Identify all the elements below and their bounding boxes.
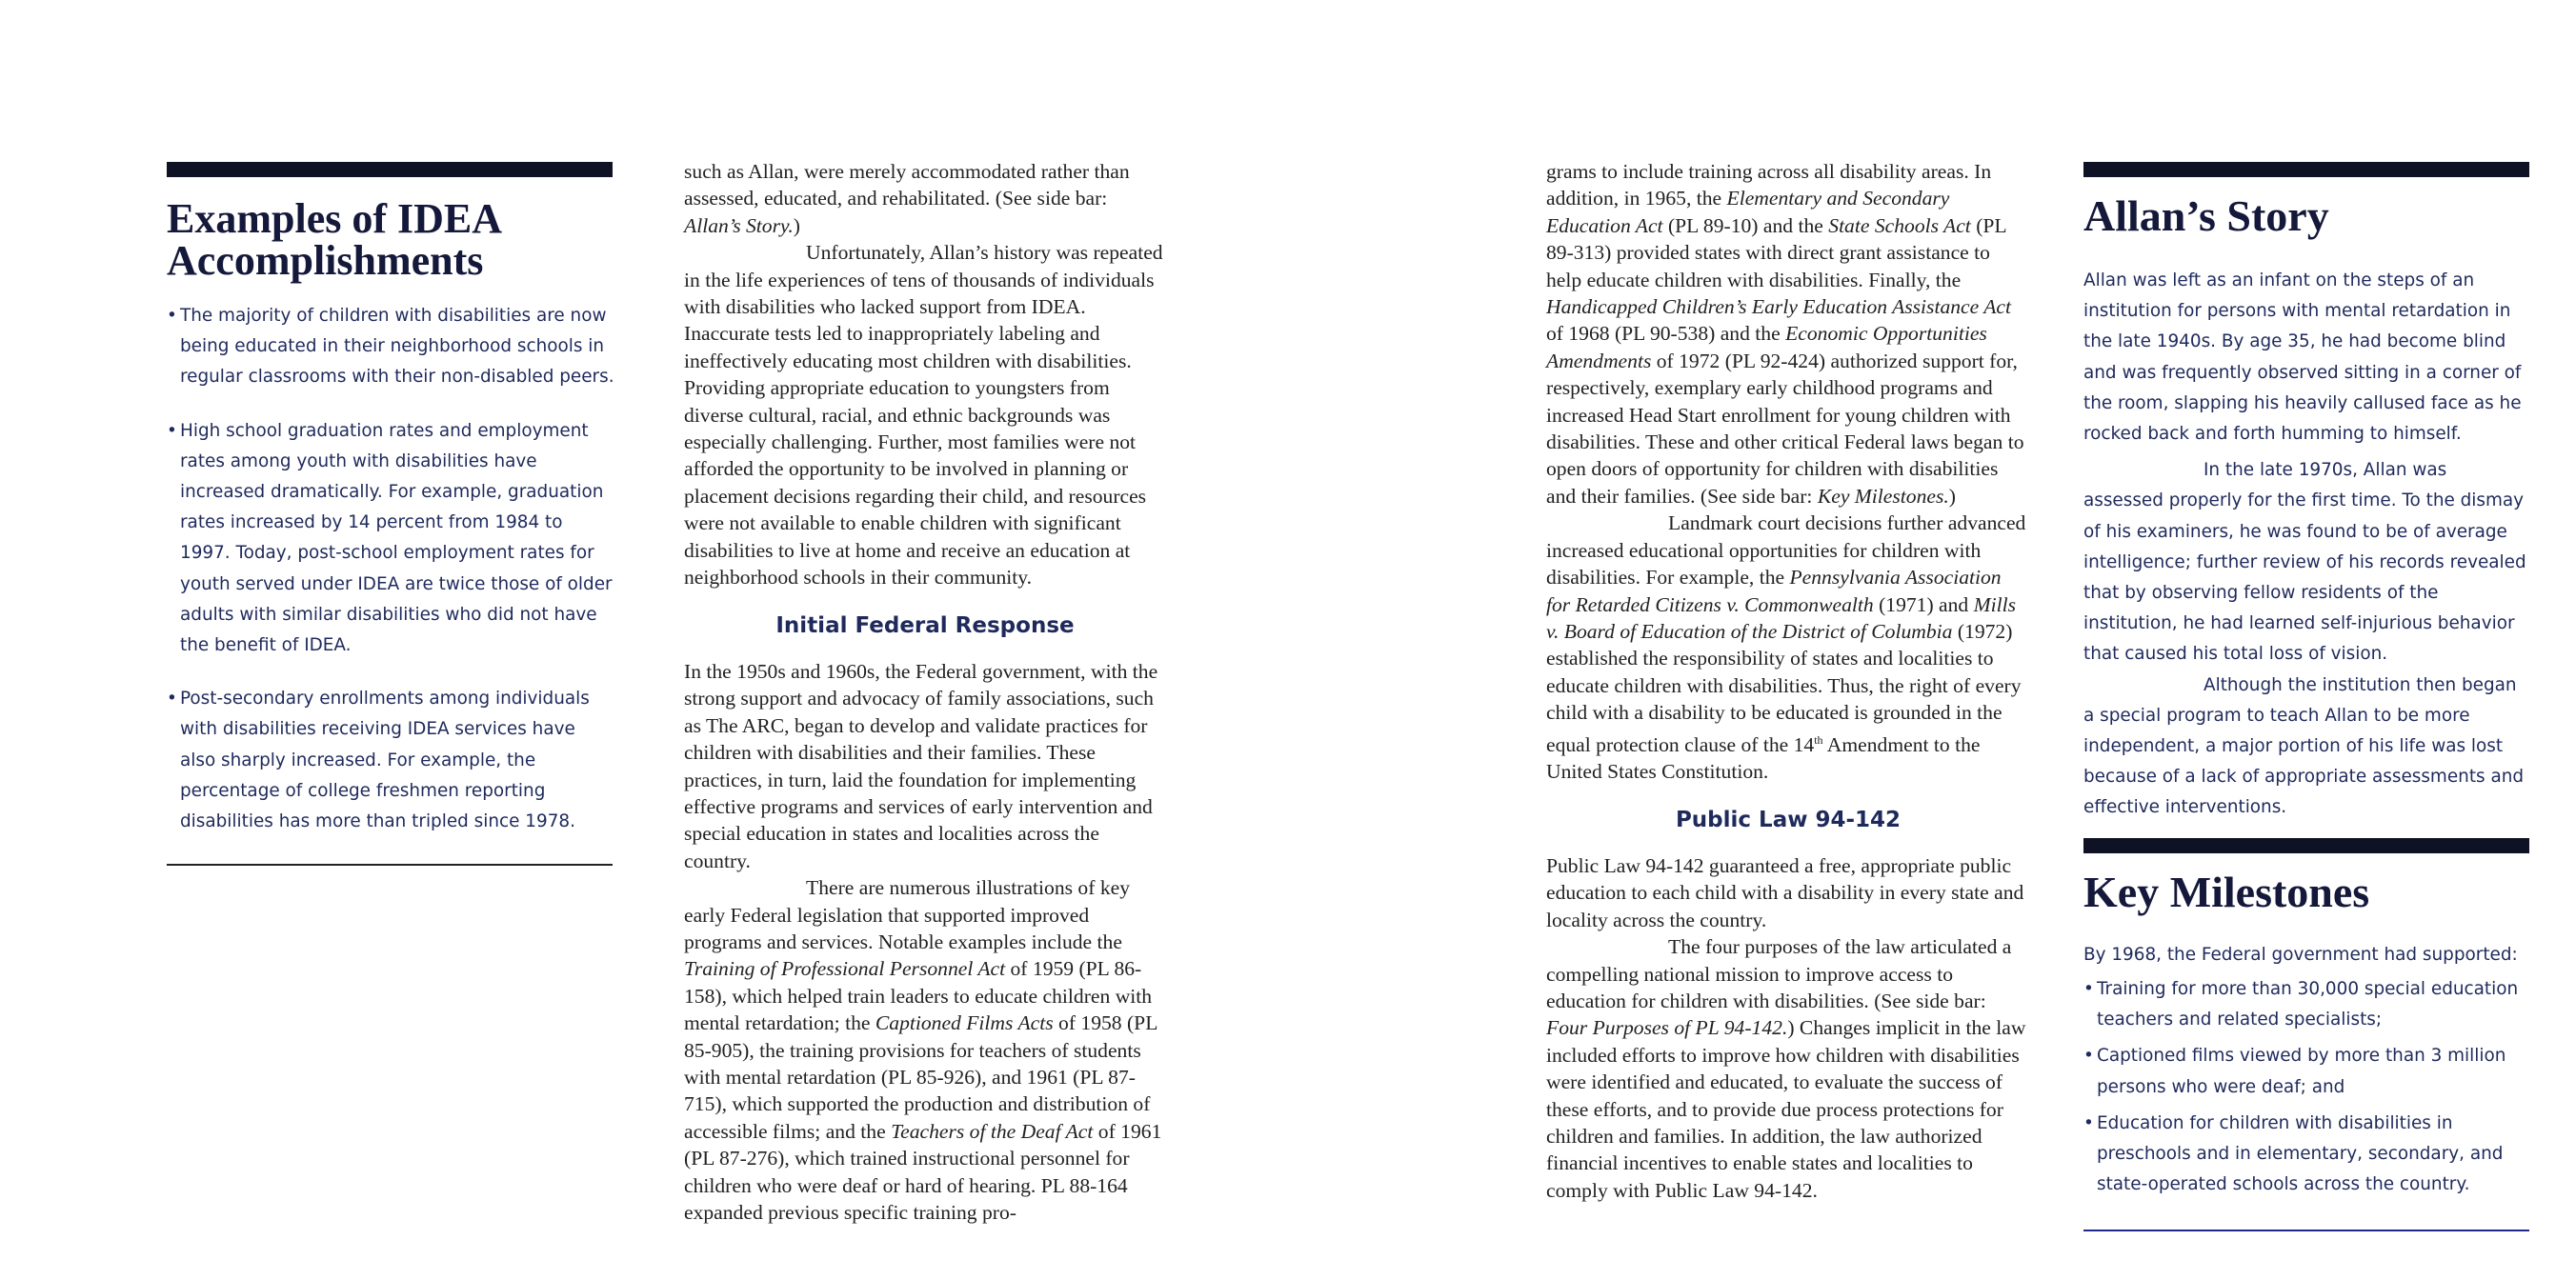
paragraph: Although the institution then began a special program to teach Allan to be more independent, a major portion of his life was lost because of a lack of appropriate assessments and effective interventions.: [2083, 674, 2525, 818]
text-run: The four purposes of the law articulated a compelling national mission to improve access to education for children with disabilities. (See side bar:: [1546, 935, 2012, 1012]
act-title: Training of Professional Personnel Act: [684, 957, 1006, 981]
text-run: ) Changes implicit in the law included efforts to improve how children with disabilities were identified and educated, to evaluate the success of these efforts, and to provide due process protections for children and families. In addition, the law authorized financial incentives to enable states and localities to comply with Public Law 94-142.: [1546, 1016, 2026, 1202]
key-milestones-title: Key Milestones: [2083, 868, 2370, 916]
text-run: of 1958 (PL 85-905), the training provisions for teachers of students with mental retardation (PL 85-926), and 1961 (PL 87-715), which supported the production and distribution of accessible films; and the: [684, 1011, 1157, 1143]
side-bar-reference: Key Milestones.: [1817, 484, 1949, 508]
right-sidebar-bottom-rule: [2083, 1230, 2529, 1231]
paragraph: [684, 874, 1166, 1226]
act-title: Handicapped Children’s Early Education Assistance Act: [1546, 295, 2012, 319]
paragraph: Public Law 94-142 guaranteed a free, appropriate public education to each child with a disability in every state and locality across the country.: [1546, 853, 2024, 931]
act-title: Teachers of the Deaf Act: [891, 1119, 1094, 1143]
text-run: ): [1948, 484, 1956, 508]
ordinal-suffix: th: [1814, 732, 1823, 747]
text-run: grams to include training across all disability areas. In addition, in 1965, the: [1546, 160, 1992, 210]
list-item: • Education for children with disabilities in preschools and in elementary, secondary, and state-operated schools across the country.: [2083, 1109, 2531, 1201]
text-run: (PL 89-313) provided states with direct grant assistance to help educate children with disabilities. Finally, the: [1546, 213, 2006, 291]
text-run: There are numerous illustrations of key early Federal legislation that supported improved programs and services. Notable examples include the: [684, 876, 1130, 953]
list-item: • The majority of children with disabilities are now being educated in their neighborhood schools in regular classrooms with their non-disabled peers.: [167, 301, 614, 393]
list-item: • Training for more than 30,000 special education teachers and related specialists;: [2083, 974, 2531, 1035]
paragraph: Allan was left as an infant on the steps of an institution for persons with mental retardation in the late 1940s. By age 35, he had become blind and was frequently observed sitting in a corner of the room, slapping his heavily callused face as he rocked back and forth humming to himself.: [2083, 270, 2522, 445]
side-bar-reference: Four Purposes of PL 94-142.: [1546, 1016, 1788, 1040]
text-run: of 1972 (PL 92-424) authorized support for, respectively, exemplary early childhood programs and increased Head Start enrollment for young children with disabilities. These and other critical Federal laws began to open doors of opportunity for children with disabilities and their families. (See side bar:: [1546, 349, 2024, 508]
main-column-right: [1546, 158, 2030, 1204]
key-milestones-top-bar: [2083, 838, 2529, 853]
act-title: Economic Opportunities Amendments: [1546, 322, 1987, 372]
paragraph: [684, 158, 1166, 239]
section-heading-initial-federal-response: Initial Federal Response: [775, 612, 1075, 638]
list-item: • High school graduation rates and employment rates among youth with disabilities have increased dramatically. For example, graduation rates increased by 14 percent from 1984 to 1997. Today, post-school employment rates for youth served under IDEA are twice those of older adults with similar disabilities who did not have the benefit of IDEA.: [167, 416, 614, 662]
paragraph: [1546, 158, 2030, 510]
paragraph: In the 1950s and 1960s, the Federal government, with the strong support and advocacy of family associations, such as The ARC, began to develop and validate practices for children with disabilities and their families. These practices, in turn, laid the foundation for implementing effective programs and services of early intervention and special education in states and localities across the country.: [684, 659, 1158, 872]
case-title: Mills v. Board of Education of the District of Columbia: [1546, 592, 2017, 643]
text-run: of 1961 (PL 87-276), which trained instructional personnel for children who were deaf or hard of hearing. PL 88-164 expanded previous specific training pro-: [684, 1119, 1162, 1225]
section-heading-public-law: Public Law 94-142: [1675, 807, 1902, 832]
paragraph: [1546, 933, 2030, 1204]
left-sidebar-title-line1: Examples of IDEA: [167, 195, 503, 242]
idea-accomplishments-list: [167, 301, 614, 837]
key-milestones-list: [2083, 974, 2531, 1200]
allans-story-title: Allan’s Story: [2083, 191, 2329, 240]
main-column-left: [684, 158, 1166, 1226]
text-run: such as Allan, were merely accommodated rather than assessed, educated, and rehabilitated. (See side bar:: [684, 160, 1130, 210]
text-run: of 1959 (PL 86-158), which helped train leaders to educate children with mental retardation; the: [684, 957, 1153, 1035]
left-sidebar-bottom-rule: [167, 864, 613, 866]
list-item: • Captioned films viewed by more than 3 million persons who were deaf; and: [2083, 1041, 2531, 1102]
text-run: ): [793, 213, 800, 237]
side-bar-reference: Allan’s Story.: [684, 213, 794, 237]
act-title: Elementary and Secondary Education Act: [1546, 187, 1950, 237]
case-title: Pennsylvania Association for Retarded Citizens v. Commonwealth: [1546, 566, 2002, 616]
paragraph: Unfortunately, Allan’s history was repeated in the life experiences of tens of thousands of individuals with disabilities who lacked support from IDEA. Inaccurate tests led to inappropriately labeling and ineffectively educating most children with disabilities. Providing appropriate education to youngsters from diverse cultural, racial, and ethnic backgrounds was especially challenging. Further, most families were not afforded the opportunity to be involved in planning or placement decisions regarding their child, and resources were not available to enable children with significant disabilities to live at home and receive an education at neighborhood schools in their community.: [684, 241, 1163, 590]
text-run: of 1968 (PL 90-538) and the: [1546, 322, 1786, 346]
list-item: • Post-secondary enrollments among individuals with disabilities receiving IDEA services have also sharply increased. For example, the percentage of college freshmen reporting disabilities has more than tripled since 1978.: [167, 684, 614, 837]
text-run: (PL 89-10) and the: [1662, 213, 1829, 237]
act-title: Captioned Films Acts: [875, 1011, 1054, 1035]
allans-story-text: [2083, 266, 2531, 824]
text-run: Landmark court decisions further advanced increased educational opportunities for children with disabilities. For example, the: [1546, 511, 2026, 590]
paragraph: In the late 1970s, Allan was assessed properly for the first time. To the dismay of his examiners, he was found to be of average intelligence; further review of his records revealed that by observing fellow residents of the institution, he had learned self-injurious behavior that caused his total loss of vision.: [2083, 460, 2526, 665]
text-run: Amendment to the United States Constitution.: [1546, 732, 1981, 784]
left-sidebar-title-line2: Accomplishments: [167, 237, 484, 284]
text-run: (1972) established the responsibility of states and localities to educate children with disabilities. Thus, the right of every child with a disability to be educated is grounded in the equal protection clause of the 14: [1546, 619, 2022, 756]
left-sidebar-top-bar: [167, 162, 613, 177]
key-milestones-intro: By 1968, the Federal government had supported:: [2083, 945, 2518, 965]
text-run: (1971) and: [1873, 592, 1974, 616]
paragraph: [1546, 510, 2030, 785]
left-sidebar-title: [167, 195, 503, 284]
allans-story-top-bar: [2083, 162, 2529, 177]
act-title: State Schools Act: [1828, 213, 1971, 237]
